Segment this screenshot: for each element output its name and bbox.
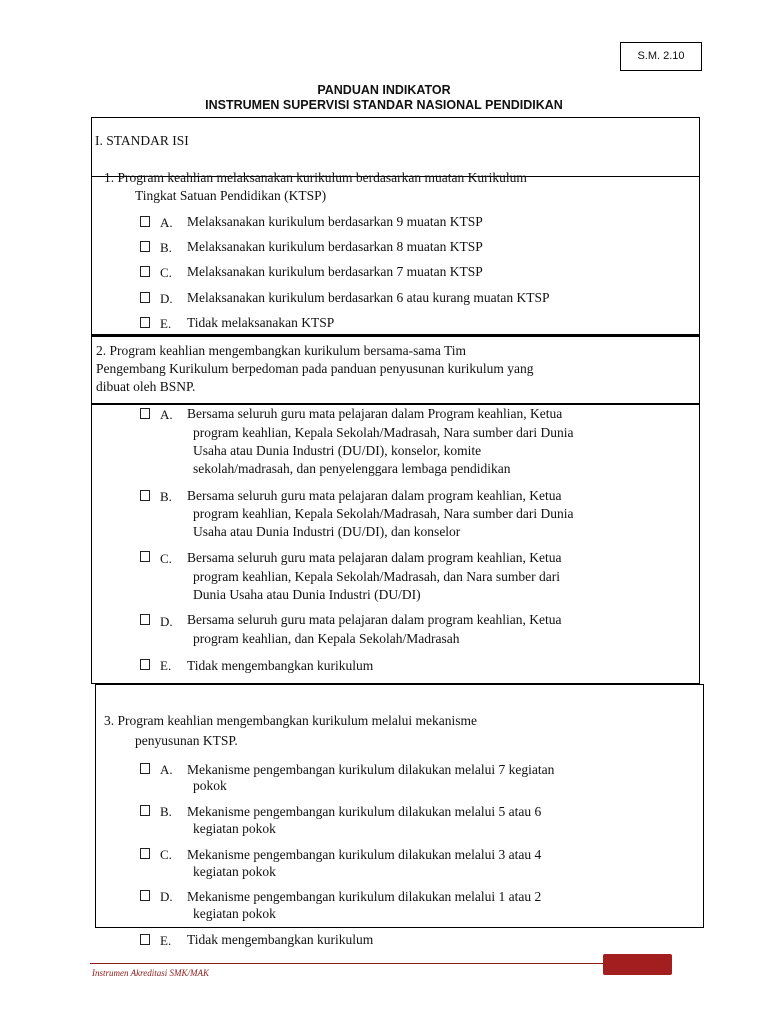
option-letter: A. (160, 407, 173, 422)
option-text: program keahlian, Kepala Sekolah/Madrasah, dan Nara sumber dari (193, 569, 560, 584)
q1-text-line-1: 1. Program keahlian melaksanakan kurikulum berdasarkan muatan Kurikulum (104, 170, 527, 185)
checkbox-icon[interactable] (140, 216, 150, 227)
footer-rule (90, 963, 670, 964)
option-letter: E. (160, 658, 172, 673)
option-letter: E. (160, 933, 172, 948)
footer-page-tab (603, 954, 672, 975)
option-text: Usaha atau Dunia Industri (DU/DI), konselor, komite (193, 443, 482, 458)
q2-text-line-3: dibuat oleh BSNP. (96, 379, 196, 394)
option-letter: B. (160, 804, 172, 819)
checkbox-icon[interactable] (140, 266, 150, 277)
option-text: Melaksanakan kurikulum berdasarkan 9 muatan KTSP (187, 214, 483, 229)
checkbox-icon[interactable] (140, 934, 150, 945)
q2-text-line-1: 2. Program keahlian mengembangkan kurikulum bersama-sama Tim (96, 343, 467, 358)
option-text: Mekanisme pengembangan kurikulum dilakukan melalui 3 atau 4 (187, 847, 542, 862)
section-heading: I. STANDAR ISI (95, 133, 189, 148)
option-text: Tidak mengembangkan kurikulum (187, 658, 374, 673)
q3-text-line-1: 3. Program keahlian mengembangkan kurikulum melalui mekanisme (104, 713, 478, 728)
option-text: Bersama seluruh guru mata pelajaran dalam program keahlian, Ketua (187, 488, 562, 503)
checkbox-icon[interactable] (140, 551, 150, 562)
option-letter: A. (160, 762, 173, 777)
option-text: program keahlian, dan Kepala Sekolah/Madrasah (193, 631, 460, 646)
option-text: Tidak mengembangkan kurikulum (187, 932, 374, 947)
checkbox-icon[interactable] (140, 317, 150, 328)
option-text: Tidak melaksanakan KTSP (187, 315, 335, 330)
title-line-1: PANDUAN INDIKATOR (317, 83, 451, 97)
option-letter: B. (160, 489, 172, 504)
checkbox-icon[interactable] (140, 805, 150, 816)
option-letter: E. (160, 316, 172, 331)
option-letter: A. (160, 215, 173, 230)
document-code: S.M. 2.10 (620, 42, 702, 71)
q1-text-line-2: Tingkat Satuan Pendidikan (KTSP) (135, 188, 327, 203)
option-text: Mekanisme pengembangan kurikulum dilakukan melalui 7 kegiatan (187, 762, 555, 777)
option-letter: C. (160, 265, 172, 280)
option-text: Mekanisme pengembangan kurikulum dilakukan melalui 1 atau 2 (187, 889, 542, 904)
checkbox-icon[interactable] (140, 614, 150, 625)
checkbox-icon[interactable] (140, 890, 150, 901)
option-text: sekolah/madrasah, dan penyelenggara lembaga pendidikan (193, 461, 511, 476)
option-text: program keahlian, Kepala Sekolah/Madrasah, Nara sumber dari Dunia (193, 425, 574, 440)
option-letter: D. (160, 889, 173, 904)
footer-text: Instrumen Akreditasi SMK/MAK (92, 968, 209, 978)
option-text: program keahlian, Kepala Sekolah/Madrasah, Nara sumber dari Dunia (193, 506, 574, 521)
checkbox-icon[interactable] (140, 490, 150, 501)
q3-text-line-2: penyusunan KTSP. (135, 733, 238, 748)
option-text: Dunia Usaha atau Dunia Industri (DU/DI) (193, 587, 421, 602)
option-letter: D. (160, 614, 173, 629)
checkbox-icon[interactable] (140, 241, 150, 252)
option-text: Bersama seluruh guru mata pelajaran dalam program keahlian, Ketua (187, 612, 562, 627)
title-line-2: INSTRUMEN SUPERVISI STANDAR NASIONAL PENDIDIKAN (205, 98, 563, 112)
option-text: Bersama seluruh guru mata pelajaran dalam Program keahlian, Ketua (187, 406, 563, 421)
checkbox-icon[interactable] (140, 408, 150, 419)
option-text: pokok (193, 778, 227, 793)
option-letter: C. (160, 847, 172, 862)
q2-text-line-2: Pengembang Kurikulum berpedoman pada panduan penyusunan kurikulum yang (96, 361, 534, 376)
option-letter: D. (160, 291, 173, 306)
option-letter: B. (160, 240, 172, 255)
checkbox-icon[interactable] (140, 848, 150, 859)
option-text: Melaksanakan kurikulum berdasarkan 6 atau kurang muatan KTSP (187, 290, 550, 305)
option-text: kegiatan pokok (193, 906, 276, 921)
checkbox-icon[interactable] (140, 292, 150, 303)
option-text: kegiatan pokok (193, 821, 276, 836)
option-text: Bersama seluruh guru mata pelajaran dalam program keahlian, Ketua (187, 550, 562, 565)
option-text: Melaksanakan kurikulum berdasarkan 7 muatan KTSP (187, 264, 483, 279)
option-letter: C. (160, 551, 172, 566)
checkbox-icon[interactable] (140, 763, 150, 774)
option-text: Melaksanakan kurikulum berdasarkan 8 muatan KTSP (187, 239, 483, 254)
option-text: kegiatan pokok (193, 864, 276, 879)
checkbox-icon[interactable] (140, 659, 150, 670)
option-text: Mekanisme pengembangan kurikulum dilakukan melalui 5 atau 6 (187, 804, 542, 819)
option-text: Usaha atau Dunia Industri (DU/DI), dan konselor (193, 524, 461, 539)
